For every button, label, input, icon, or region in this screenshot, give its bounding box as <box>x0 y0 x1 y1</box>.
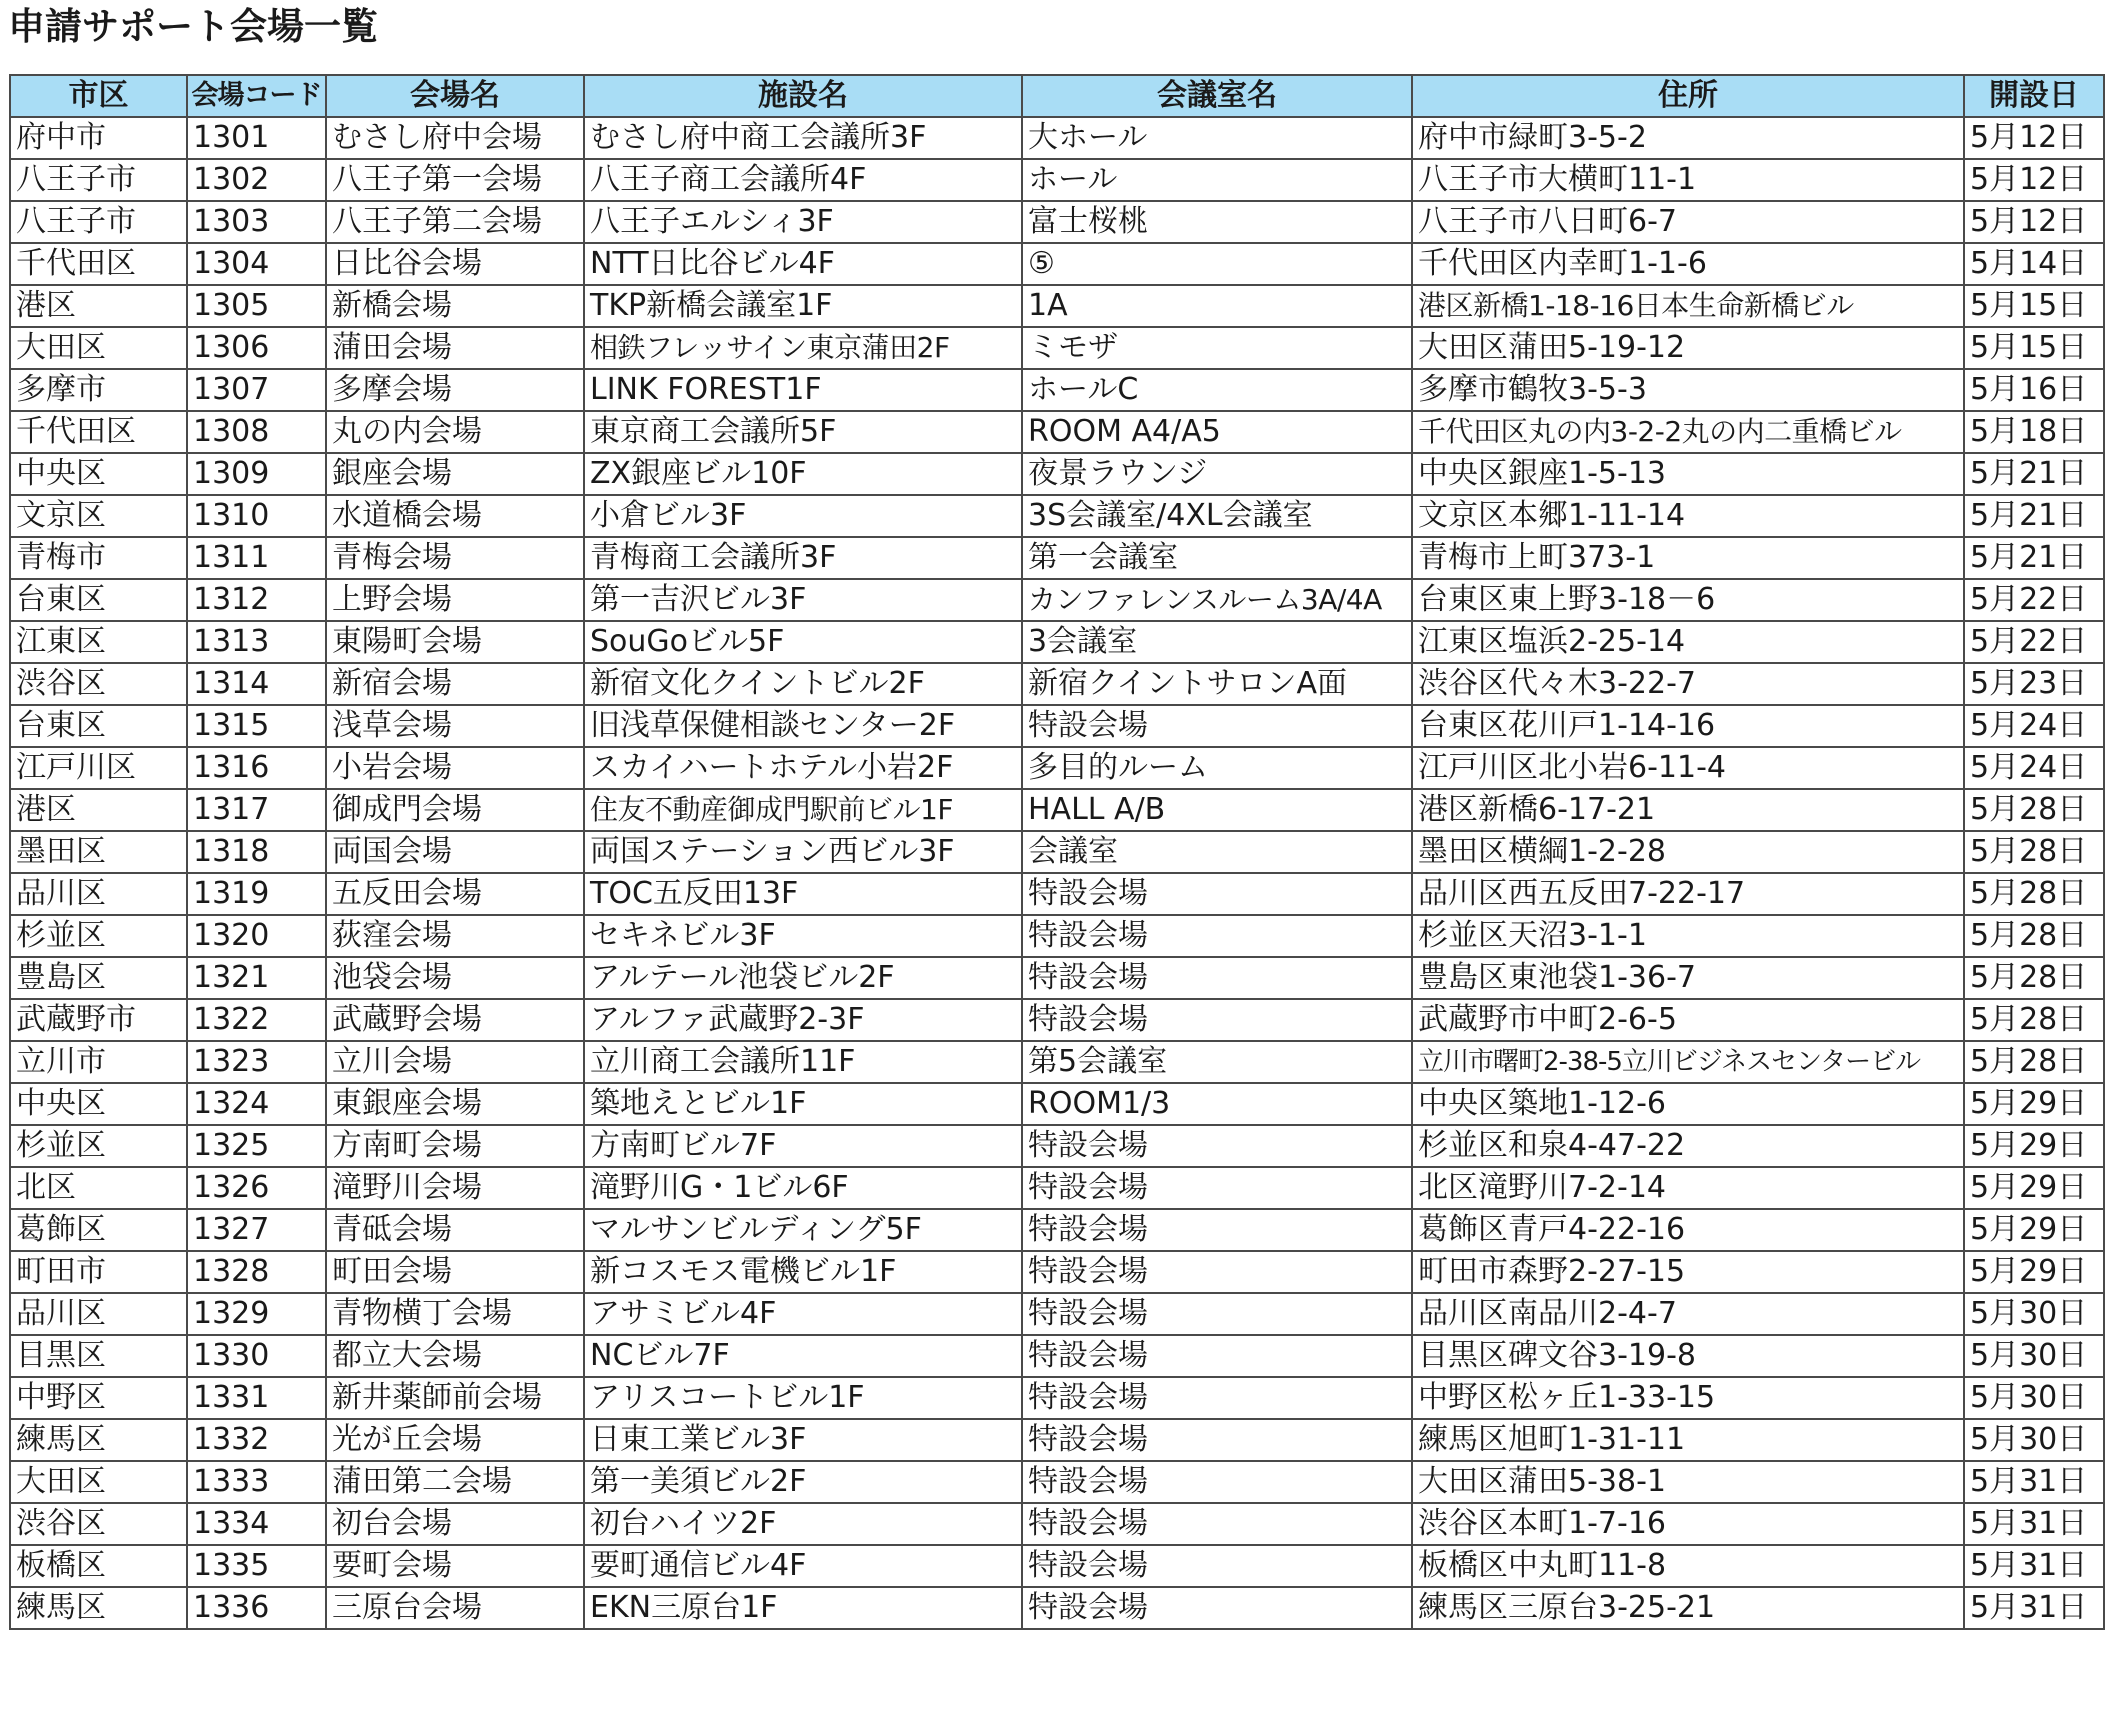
room-name-cell: 特設会場 <box>1022 999 1412 1041</box>
room-name-cell: 特設会場 <box>1022 705 1412 747</box>
address-cell: 練馬区三原台3-25-21 <box>1412 1587 1964 1629</box>
address-cell: 練馬区旭町1-31-11 <box>1412 1419 1964 1461</box>
opening-date-cell: 5月31日 <box>1964 1587 2104 1629</box>
venue-name-cell: むさし府中会場 <box>326 117 584 159</box>
table-row <box>10 1419 2104 1461</box>
city-cell: 大田区 <box>10 1461 187 1503</box>
address-cell: 葛飾区青戸4-22-16 <box>1412 1209 1964 1251</box>
venue-name-cell: 青砥会場 <box>326 1209 584 1251</box>
opening-date-cell: 5月28日 <box>1964 999 2104 1041</box>
opening-date-cell: 5月28日 <box>1964 831 2104 873</box>
venue-name-cell: 東銀座会場 <box>326 1083 584 1125</box>
facility-name-cell: 第一美須ビル2F <box>584 1461 1022 1503</box>
opening-date-cell: 5月30日 <box>1964 1293 2104 1335</box>
venue-name-cell: 青梅会場 <box>326 537 584 579</box>
opening-date-cell: 5月12日 <box>1964 201 2104 243</box>
address-cell: 豊島区東池袋1-36-7 <box>1412 957 1964 999</box>
address-cell: 品川区南品川2-4-7 <box>1412 1293 1964 1335</box>
address-cell: 渋谷区代々木3-22-7 <box>1412 663 1964 705</box>
room-name-cell: 特設会場 <box>1022 873 1412 915</box>
facility-name-cell: NTT日比谷ビル4F <box>584 243 1022 285</box>
facility-name-cell: マルサンビルディング5F <box>584 1209 1022 1251</box>
opening-date-cell: 5月29日 <box>1964 1209 2104 1251</box>
room-name-cell: 特設会場 <box>1022 1587 1412 1629</box>
city-cell: 墨田区 <box>10 831 187 873</box>
facility-name-cell: 第一吉沢ビル3F <box>584 579 1022 621</box>
table-row <box>10 159 2104 201</box>
venue-code-cell: 1330 <box>187 1335 326 1377</box>
table-row <box>10 831 2104 873</box>
venue-code-cell: 1336 <box>187 1587 326 1629</box>
address-cell: 台東区花川戸1-14-16 <box>1412 705 1964 747</box>
facility-name-cell: 八王子エルシィ3F <box>584 201 1022 243</box>
opening-date-cell: 5月30日 <box>1964 1335 2104 1377</box>
facility-name-cell: 要町通信ビル4F <box>584 1545 1022 1587</box>
opening-date-cell: 5月28日 <box>1964 873 2104 915</box>
venue-code-cell: 1326 <box>187 1167 326 1209</box>
address-cell: 中野区松ヶ丘1-33-15 <box>1412 1377 1964 1419</box>
address-cell: 青梅市上町373-1 <box>1412 537 1964 579</box>
room-name-cell: ROOM A4/A5 <box>1022 411 1412 453</box>
opening-date-cell: 5月28日 <box>1964 915 2104 957</box>
table-row <box>10 327 2104 369</box>
address-cell: 文京区本郷1-11-14 <box>1412 495 1964 537</box>
address-cell: 立川市曙町2-38-5立川ビジネスセンタービル <box>1412 1041 1964 1083</box>
venue-name-cell: 都立大会場 <box>326 1335 584 1377</box>
opening-date-cell: 5月22日 <box>1964 621 2104 663</box>
city-cell: 品川区 <box>10 1293 187 1335</box>
city-cell: 葛飾区 <box>10 1209 187 1251</box>
venue-code-cell: 1321 <box>187 957 326 999</box>
facility-name-cell: SouGoビル5F <box>584 621 1022 663</box>
table-row <box>10 957 2104 999</box>
table-row <box>10 621 2104 663</box>
venue-name-cell: 水道橋会場 <box>326 495 584 537</box>
venue-name-cell: 新橋会場 <box>326 285 584 327</box>
city-cell: 中央区 <box>10 1083 187 1125</box>
venue-code-cell: 1335 <box>187 1545 326 1587</box>
venue-name-cell: 三原台会場 <box>326 1587 584 1629</box>
room-name-cell: 3会議室 <box>1022 621 1412 663</box>
table-row <box>10 1083 2104 1125</box>
facility-name-cell: 立川商工会議所11F <box>584 1041 1022 1083</box>
table-row <box>10 1587 2104 1629</box>
room-name-cell: 特設会場 <box>1022 1209 1412 1251</box>
city-cell: 練馬区 <box>10 1587 187 1629</box>
venue-code-cell: 1318 <box>187 831 326 873</box>
city-cell: 目黒区 <box>10 1335 187 1377</box>
table-row <box>10 243 2104 285</box>
opening-date-cell: 5月28日 <box>1964 957 2104 999</box>
venue-name-cell: 荻窪会場 <box>326 915 584 957</box>
city-cell: 練馬区 <box>10 1419 187 1461</box>
table-row <box>10 999 2104 1041</box>
opening-date-cell: 5月16日 <box>1964 369 2104 411</box>
facility-name-cell: 両国ステーション西ビル3F <box>584 831 1022 873</box>
opening-date-cell: 5月14日 <box>1964 243 2104 285</box>
city-cell: 板橋区 <box>10 1545 187 1587</box>
address-cell: 渋谷区本町1-7-16 <box>1412 1503 1964 1545</box>
room-name-cell: 特設会場 <box>1022 1335 1412 1377</box>
table-row <box>10 1545 2104 1587</box>
facility-name-cell: 新コスモス電機ビル1F <box>584 1251 1022 1293</box>
venue-code-cell: 1313 <box>187 621 326 663</box>
room-name-cell: 特設会場 <box>1022 1545 1412 1587</box>
address-cell: 杉並区天沼3-1-1 <box>1412 915 1964 957</box>
city-cell: 台東区 <box>10 705 187 747</box>
facility-name-cell: ZX銀座ビル10F <box>584 453 1022 495</box>
venue-name-cell: 丸の内会場 <box>326 411 584 453</box>
facility-name-cell: スカイハートホテル小岩2F <box>584 747 1022 789</box>
column-header-city: 市区 <box>10 75 187 117</box>
opening-date-cell: 5月29日 <box>1964 1125 2104 1167</box>
venue-name-cell: 新井薬師前会場 <box>326 1377 584 1419</box>
table-row <box>10 369 2104 411</box>
table-row <box>10 1503 2104 1545</box>
city-cell: 杉並区 <box>10 1125 187 1167</box>
facility-name-cell: アルファ武蔵野2-3F <box>584 999 1022 1041</box>
address-cell: 八王子市八日町6-7 <box>1412 201 1964 243</box>
header-row <box>10 75 2104 117</box>
address-cell: 千代田区丸の内3-2-2丸の内二重橋ビル <box>1412 411 1964 453</box>
opening-date-cell: 5月15日 <box>1964 285 2104 327</box>
room-name-cell: 新宿クイントサロンA面 <box>1022 663 1412 705</box>
table-row <box>10 873 2104 915</box>
venue-code-cell: 1332 <box>187 1419 326 1461</box>
venue-name-cell: 方南町会場 <box>326 1125 584 1167</box>
city-cell: 品川区 <box>10 873 187 915</box>
table-row <box>10 285 2104 327</box>
column-header-venue-code: 会場コード <box>187 75 326 117</box>
venue-code-cell: 1324 <box>187 1083 326 1125</box>
room-name-cell: 特設会場 <box>1022 1125 1412 1167</box>
column-header-opening-date: 開設日 <box>1964 75 2104 117</box>
opening-date-cell: 5月21日 <box>1964 495 2104 537</box>
opening-date-cell: 5月29日 <box>1964 1251 2104 1293</box>
table-row <box>10 201 2104 243</box>
facility-name-cell: 日東工業ビル3F <box>584 1419 1022 1461</box>
opening-date-cell: 5月31日 <box>1964 1503 2104 1545</box>
city-cell: 千代田区 <box>10 411 187 453</box>
venue-code-cell: 1328 <box>187 1251 326 1293</box>
facility-name-cell: 青梅商工会議所3F <box>584 537 1022 579</box>
address-cell: 江戸川区北小岩6-11-4 <box>1412 747 1964 789</box>
opening-date-cell: 5月30日 <box>1964 1419 2104 1461</box>
room-name-cell: 1A <box>1022 285 1412 327</box>
address-cell: 江東区塩浜2-25-14 <box>1412 621 1964 663</box>
city-cell: 中央区 <box>10 453 187 495</box>
venue-name-cell: 光が丘会場 <box>326 1419 584 1461</box>
opening-date-cell: 5月12日 <box>1964 159 2104 201</box>
room-name-cell: 特設会場 <box>1022 915 1412 957</box>
venue-name-cell: 滝野川会場 <box>326 1167 584 1209</box>
venue-name-cell: 両国会場 <box>326 831 584 873</box>
facility-name-cell: 方南町ビル7F <box>584 1125 1022 1167</box>
room-name-cell: ミモザ <box>1022 327 1412 369</box>
table-row <box>10 747 2104 789</box>
table-row <box>10 1461 2104 1503</box>
city-cell: 町田市 <box>10 1251 187 1293</box>
address-cell: 北区滝野川7-2-14 <box>1412 1167 1964 1209</box>
address-cell: 目黒区碑文谷3-19-8 <box>1412 1335 1964 1377</box>
room-name-cell: 特設会場 <box>1022 1251 1412 1293</box>
opening-date-cell: 5月31日 <box>1964 1545 2104 1587</box>
city-cell: 杉並区 <box>10 915 187 957</box>
address-cell: 武蔵野市中町2-6-5 <box>1412 999 1964 1041</box>
city-cell: 渋谷区 <box>10 1503 187 1545</box>
city-cell: 青梅市 <box>10 537 187 579</box>
table-row <box>10 495 2104 537</box>
address-cell: 大田区蒲田5-38-1 <box>1412 1461 1964 1503</box>
city-cell: 府中市 <box>10 117 187 159</box>
opening-date-cell: 5月15日 <box>1964 327 2104 369</box>
venue-name-cell: 青物横丁会場 <box>326 1293 584 1335</box>
room-name-cell: 特設会場 <box>1022 1167 1412 1209</box>
facility-name-cell: 滝野川G・1ビル6F <box>584 1167 1022 1209</box>
facility-name-cell: 相鉄フレッサイン東京蒲田2F <box>584 327 1022 369</box>
venue-code-cell: 1312 <box>187 579 326 621</box>
facility-name-cell: LINK FOREST1F <box>584 369 1022 411</box>
city-cell: 千代田区 <box>10 243 187 285</box>
address-cell: 港区新橋6-17-21 <box>1412 789 1964 831</box>
venue-code-cell: 1305 <box>187 285 326 327</box>
venue-code-cell: 1306 <box>187 327 326 369</box>
venue-name-cell: 池袋会場 <box>326 957 584 999</box>
venue-code-cell: 1322 <box>187 999 326 1041</box>
table-body <box>10 117 2104 1629</box>
room-name-cell: 多目的ルーム <box>1022 747 1412 789</box>
room-name-cell: 会議室 <box>1022 831 1412 873</box>
facility-name-cell: アリスコートビル1F <box>584 1377 1022 1419</box>
room-name-cell: ⑤ <box>1022 243 1412 285</box>
facility-name-cell: 旧浅草保健相談センター2F <box>584 705 1022 747</box>
venue-code-cell: 1334 <box>187 1503 326 1545</box>
venue-name-cell: 浅草会場 <box>326 705 584 747</box>
venue-name-cell: 要町会場 <box>326 1545 584 1587</box>
venue-name-cell: 立川会場 <box>326 1041 584 1083</box>
venue-code-cell: 1327 <box>187 1209 326 1251</box>
venue-code-cell: 1319 <box>187 873 326 915</box>
opening-date-cell: 5月12日 <box>1964 117 2104 159</box>
venue-code-cell: 1303 <box>187 201 326 243</box>
column-header-venue-name: 会場名 <box>326 75 584 117</box>
room-name-cell: 特設会場 <box>1022 1293 1412 1335</box>
city-cell: 豊島区 <box>10 957 187 999</box>
room-name-cell: 3S会議室/4XL会議室 <box>1022 495 1412 537</box>
venue-code-cell: 1311 <box>187 537 326 579</box>
facility-name-cell: NCビル7F <box>584 1335 1022 1377</box>
table-row <box>10 789 2104 831</box>
venue-name-cell: 初台会場 <box>326 1503 584 1545</box>
facility-name-cell: 新宿文化クイントビル2F <box>584 663 1022 705</box>
venue-name-cell: 上野会場 <box>326 579 584 621</box>
venue-code-cell: 1310 <box>187 495 326 537</box>
address-cell: 港区新橋1-18-16日本生命新橋ビル <box>1412 285 1964 327</box>
venue-name-cell: 小岩会場 <box>326 747 584 789</box>
table-row <box>10 537 2104 579</box>
address-cell: 大田区蒲田5-19-12 <box>1412 327 1964 369</box>
column-header-room-name: 会議室名 <box>1022 75 1412 117</box>
opening-date-cell: 5月24日 <box>1964 705 2104 747</box>
opening-date-cell: 5月31日 <box>1964 1461 2104 1503</box>
venue-name-cell: 八王子第一会場 <box>326 159 584 201</box>
page-title: 申請サポート会場一覧 <box>8 5 378 48</box>
venue-table <box>9 74 2105 1630</box>
venue-code-cell: 1323 <box>187 1041 326 1083</box>
address-cell: 台東区東上野3-18－6 <box>1412 579 1964 621</box>
city-cell: 大田区 <box>10 327 187 369</box>
venue-code-cell: 1316 <box>187 747 326 789</box>
room-name-cell: 第5会議室 <box>1022 1041 1412 1083</box>
venue-code-cell: 1331 <box>187 1377 326 1419</box>
address-cell: 八王子市大横町11-1 <box>1412 159 1964 201</box>
city-cell: 港区 <box>10 285 187 327</box>
opening-date-cell: 5月23日 <box>1964 663 2104 705</box>
venue-code-cell: 1314 <box>187 663 326 705</box>
facility-name-cell: 八王子商工会議所4F <box>584 159 1022 201</box>
table-row <box>10 1377 2104 1419</box>
venue-name-cell: 蒲田第二会場 <box>326 1461 584 1503</box>
column-header-address: 住所 <box>1412 75 1964 117</box>
column-header-facility-name: 施設名 <box>584 75 1022 117</box>
room-name-cell: 特設会場 <box>1022 1377 1412 1419</box>
venue-name-cell: 武蔵野会場 <box>326 999 584 1041</box>
venue-name-cell: 蒲田会場 <box>326 327 584 369</box>
city-cell: 文京区 <box>10 495 187 537</box>
table-row <box>10 705 2104 747</box>
table-row <box>10 915 2104 957</box>
address-cell: 多摩市鶴牧3-5-3 <box>1412 369 1964 411</box>
facility-name-cell: アルテール池袋ビル2F <box>584 957 1022 999</box>
city-cell: 八王子市 <box>10 201 187 243</box>
opening-date-cell: 5月21日 <box>1964 537 2104 579</box>
venue-name-cell: 御成門会場 <box>326 789 584 831</box>
table-row <box>10 1125 2104 1167</box>
venue-code-cell: 1325 <box>187 1125 326 1167</box>
address-cell: 中央区銀座1-5-13 <box>1412 453 1964 495</box>
city-cell: 武蔵野市 <box>10 999 187 1041</box>
city-cell: 中野区 <box>10 1377 187 1419</box>
venue-code-cell: 1320 <box>187 915 326 957</box>
address-cell: 府中市緑町3-5-2 <box>1412 117 1964 159</box>
city-cell: 港区 <box>10 789 187 831</box>
opening-date-cell: 5月30日 <box>1964 1377 2104 1419</box>
room-name-cell: ホールC <box>1022 369 1412 411</box>
facility-name-cell: 住友不動産御成門駅前ビル1F <box>584 789 1022 831</box>
venue-name-cell: 日比谷会場 <box>326 243 584 285</box>
city-cell: 江戸川区 <box>10 747 187 789</box>
room-name-cell: 特設会場 <box>1022 1503 1412 1545</box>
address-cell: 板橋区中丸町11-8 <box>1412 1545 1964 1587</box>
facility-name-cell: 初台ハイツ2F <box>584 1503 1022 1545</box>
room-name-cell: 特設会場 <box>1022 1419 1412 1461</box>
venue-name-cell: 東陽町会場 <box>326 621 584 663</box>
city-cell: 立川市 <box>10 1041 187 1083</box>
city-cell: 八王子市 <box>10 159 187 201</box>
address-cell: 品川区西五反田7-22-17 <box>1412 873 1964 915</box>
facility-name-cell: EKN三原台1F <box>584 1587 1022 1629</box>
room-name-cell: 夜景ラウンジ <box>1022 453 1412 495</box>
opening-date-cell: 5月24日 <box>1964 747 2104 789</box>
table-row <box>10 1209 2104 1251</box>
table-row <box>10 663 2104 705</box>
address-cell: 墨田区横綱1-2-28 <box>1412 831 1964 873</box>
table-row <box>10 1041 2104 1083</box>
facility-name-cell: 小倉ビル3F <box>584 495 1022 537</box>
venue-code-cell: 1315 <box>187 705 326 747</box>
venue-code-cell: 1301 <box>187 117 326 159</box>
table-row <box>10 1251 2104 1293</box>
opening-date-cell: 5月22日 <box>1964 579 2104 621</box>
facility-name-cell: アサミビル4F <box>584 1293 1022 1335</box>
opening-date-cell: 5月21日 <box>1964 453 2104 495</box>
table-row <box>10 1335 2104 1377</box>
address-cell: 町田市森野2-27-15 <box>1412 1251 1964 1293</box>
table-row <box>10 1293 2104 1335</box>
city-cell: 渋谷区 <box>10 663 187 705</box>
facility-name-cell: TOC五反田13F <box>584 873 1022 915</box>
opening-date-cell: 5月29日 <box>1964 1083 2104 1125</box>
facility-name-cell: むさし府中商工会議所3F <box>584 117 1022 159</box>
city-cell: 台東区 <box>10 579 187 621</box>
venue-code-cell: 1329 <box>187 1293 326 1335</box>
facility-name-cell: セキネビル3F <box>584 915 1022 957</box>
venue-name-cell: 八王子第二会場 <box>326 201 584 243</box>
table-row <box>10 117 2104 159</box>
venue-code-cell: 1302 <box>187 159 326 201</box>
city-cell: 江東区 <box>10 621 187 663</box>
venue-code-cell: 1333 <box>187 1461 326 1503</box>
city-cell: 多摩市 <box>10 369 187 411</box>
table-row <box>10 579 2104 621</box>
opening-date-cell: 5月28日 <box>1964 1041 2104 1083</box>
city-cell: 北区 <box>10 1167 187 1209</box>
room-name-cell: 特設会場 <box>1022 957 1412 999</box>
table-row <box>10 1167 2104 1209</box>
opening-date-cell: 5月29日 <box>1964 1167 2104 1209</box>
table-row <box>10 453 2104 495</box>
venue-code-cell: 1308 <box>187 411 326 453</box>
venue-name-cell: 銀座会場 <box>326 453 584 495</box>
room-name-cell: カンファレンスルーム3A/4A <box>1022 579 1412 621</box>
room-name-cell: 第一会議室 <box>1022 537 1412 579</box>
venue-name-cell: 新宿会場 <box>326 663 584 705</box>
venue-name-cell: 町田会場 <box>326 1251 584 1293</box>
room-name-cell: ホール <box>1022 159 1412 201</box>
venue-code-cell: 1307 <box>187 369 326 411</box>
table-row <box>10 411 2104 453</box>
room-name-cell: 大ホール <box>1022 117 1412 159</box>
venue-code-cell: 1317 <box>187 789 326 831</box>
room-name-cell: 富士桜桃 <box>1022 201 1412 243</box>
venue-code-cell: 1304 <box>187 243 326 285</box>
venue-name-cell: 五反田会場 <box>326 873 584 915</box>
address-cell: 中央区築地1-12-6 <box>1412 1083 1964 1125</box>
facility-name-cell: TKP新橋会議室1F <box>584 285 1022 327</box>
room-name-cell: 特設会場 <box>1022 1461 1412 1503</box>
room-name-cell: ROOM1/3 <box>1022 1083 1412 1125</box>
facility-name-cell: 東京商工会議所5F <box>584 411 1022 453</box>
room-name-cell: HALL A/B <box>1022 789 1412 831</box>
opening-date-cell: 5月28日 <box>1964 789 2104 831</box>
venue-name-cell: 多摩会場 <box>326 369 584 411</box>
address-cell: 千代田区内幸町1-1-6 <box>1412 243 1964 285</box>
venue-code-cell: 1309 <box>187 453 326 495</box>
opening-date-cell: 5月18日 <box>1964 411 2104 453</box>
address-cell: 杉並区和泉4-47-22 <box>1412 1125 1964 1167</box>
facility-name-cell: 築地えとビル1F <box>584 1083 1022 1125</box>
